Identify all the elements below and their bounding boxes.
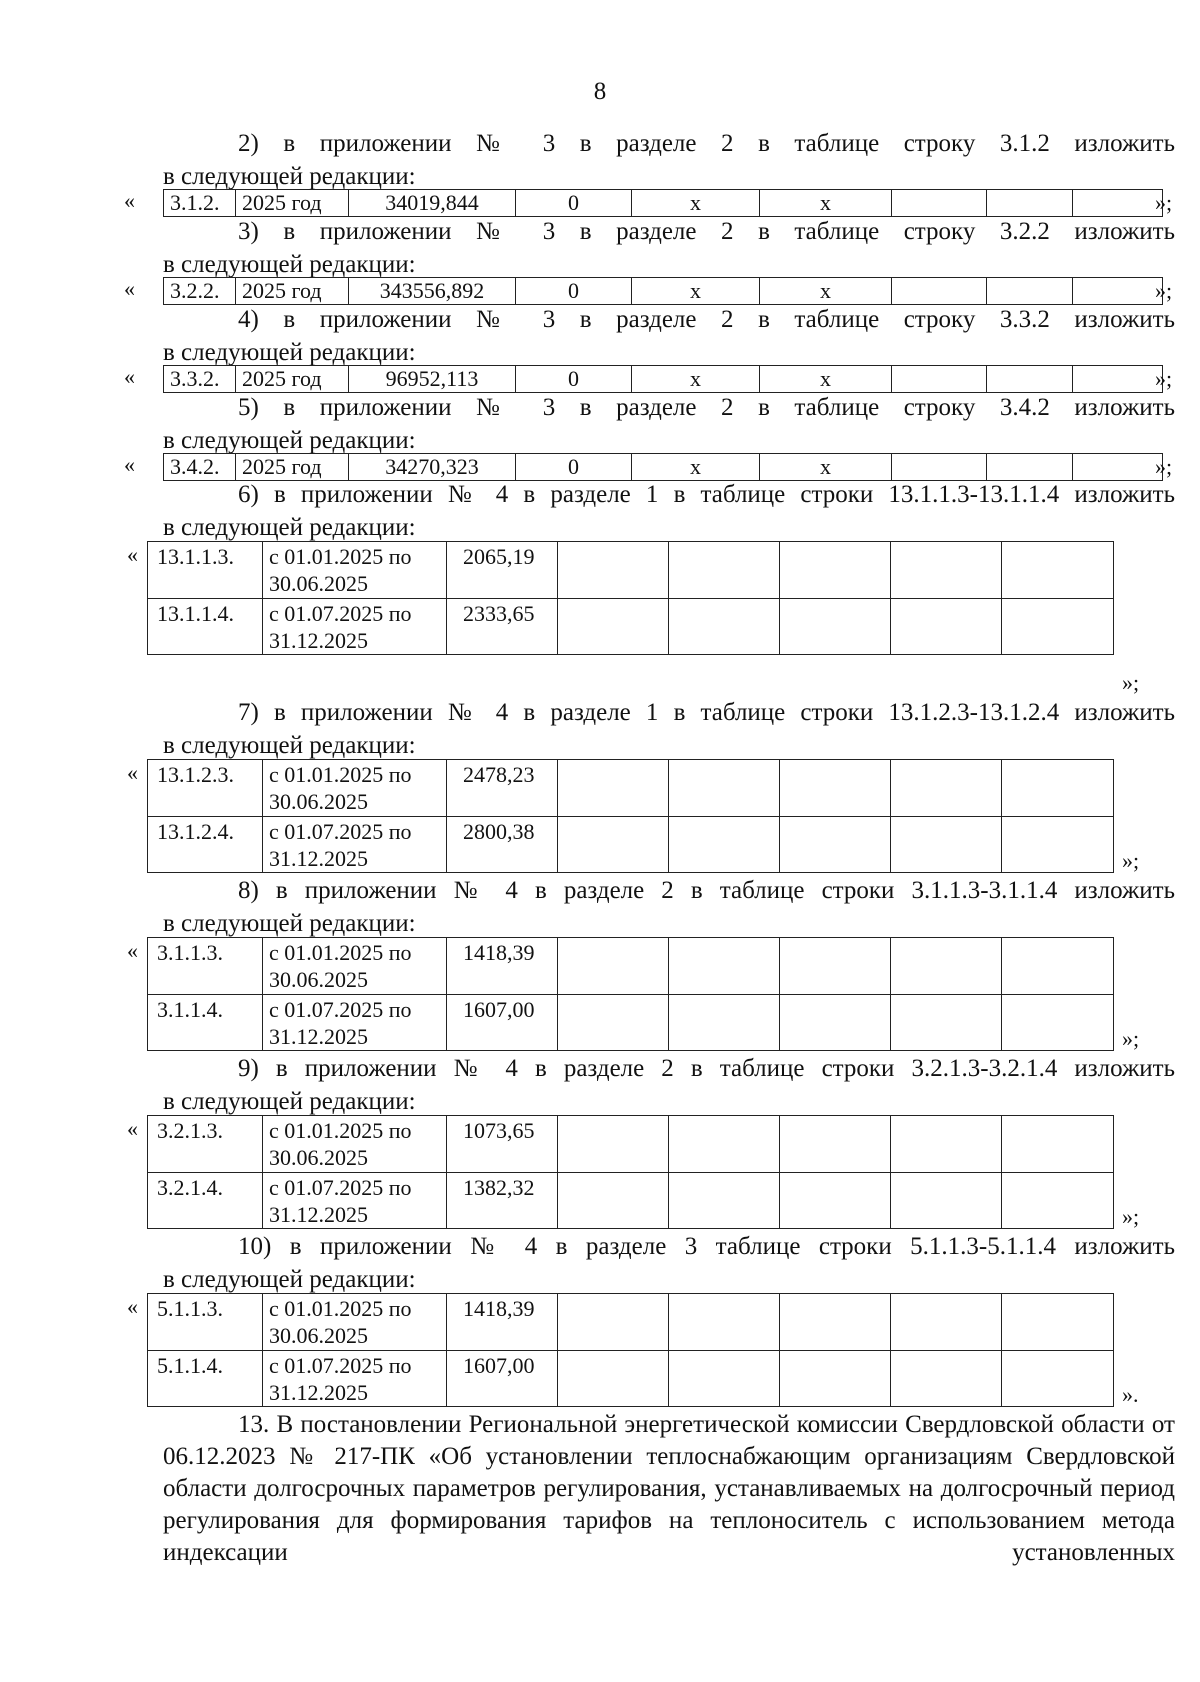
table-cell-value: 2478,23 xyxy=(447,760,558,816)
table-cell-empty xyxy=(558,1173,669,1228)
table-cell-empty xyxy=(1002,938,1113,994)
table-cell-code: 13.1.1.4. xyxy=(148,599,263,654)
table-cell-empty xyxy=(669,1173,780,1228)
instruction-line: 6) в приложении № 4 в разделе 1 в таблице строки 13.1.1.3-13.1.1.4 изложить xyxy=(238,481,1175,508)
period-end: 31.12.2025 xyxy=(269,1380,368,1405)
table-cell-x: x xyxy=(760,366,892,392)
period-start: с 01.01.2025 по xyxy=(269,762,412,787)
period-start: с 01.07.2025 по xyxy=(269,997,412,1022)
table-cell-zero: 0 xyxy=(516,454,632,480)
table-cell-empty xyxy=(987,278,1073,304)
table-cell-period xyxy=(263,760,447,816)
table-cell-value: 1382,32 xyxy=(447,1173,558,1228)
table-row xyxy=(148,1172,1113,1228)
close-quote: »; xyxy=(1155,190,1173,215)
table-cell-x: x xyxy=(760,454,892,480)
table-cell-empty xyxy=(891,1351,1002,1406)
instruction-subline: в следующей редакции: xyxy=(163,339,416,366)
table-cell-code: 3.2.1.4. xyxy=(148,1173,263,1228)
table-cell-empty xyxy=(669,995,780,1050)
table-row xyxy=(148,1294,1113,1350)
instruction-subline: в следующей редакции: xyxy=(163,910,416,937)
open-quote: « xyxy=(127,1116,138,1141)
instruction-subline: в следующей редакции: xyxy=(163,163,416,190)
instruction-subline: в следующей редакции: xyxy=(163,514,416,541)
table-cell-empty xyxy=(1073,278,1162,304)
instruction-subline: в следующей редакции: xyxy=(163,1266,416,1293)
table-cell-empty xyxy=(987,454,1073,480)
table-cell-year: 2025 год xyxy=(236,278,349,304)
table-cell-empty xyxy=(780,817,891,872)
table-cell-empty xyxy=(1073,190,1162,216)
table-cell-empty xyxy=(891,817,1002,872)
period-end: 30.06.2025 xyxy=(269,1145,368,1170)
table-cell-empty xyxy=(669,1294,780,1350)
close-quote: »; xyxy=(1155,454,1173,479)
table-cell-empty xyxy=(891,995,1002,1050)
table-row xyxy=(148,816,1113,872)
period-start: с 01.01.2025 по xyxy=(269,544,412,569)
table-cell-code: 13.1.2.3. xyxy=(148,760,263,816)
table-cell-value: 343556,892 xyxy=(349,278,516,304)
table-cell-value: 34019,844 xyxy=(349,190,516,216)
table-cell-code: 3.3.2. xyxy=(164,366,236,392)
table-cell-empty xyxy=(669,599,780,654)
table-cell-code: 5.1.1.4. xyxy=(148,1351,263,1406)
table-cell-year: 2025 год xyxy=(236,190,349,216)
open-quote: « xyxy=(124,364,135,389)
period-start: с 01.01.2025 по xyxy=(269,940,412,965)
period-start: с 01.01.2025 по xyxy=(269,1118,412,1143)
instruction-line: 2) в приложении № 3 в разделе 2 в таблице строку 3.1.2 изложить xyxy=(238,130,1175,157)
table-cell-empty xyxy=(780,760,891,816)
instruction-line: 10) в приложении № 4 в разделе 3 таблице строки 5.1.1.3-5.1.1.4 изложить xyxy=(238,1233,1175,1260)
amendment-table xyxy=(163,277,1163,305)
table-cell-empty xyxy=(891,542,1002,598)
table-cell-x: x xyxy=(632,190,760,216)
table-cell-empty xyxy=(558,817,669,872)
table-cell-period xyxy=(263,995,447,1050)
table-cell-empty xyxy=(558,1351,669,1406)
table-cell-code: 3.1.2. xyxy=(164,190,236,216)
table-cell-zero: 0 xyxy=(516,278,632,304)
table-row xyxy=(148,938,1113,994)
open-quote: « xyxy=(127,542,138,567)
table-cell-period xyxy=(263,1173,447,1228)
table-cell-value: 1418,39 xyxy=(447,1294,558,1350)
table-cell-x: x xyxy=(760,190,892,216)
open-quote: « xyxy=(124,452,135,477)
table-cell-value: 1607,00 xyxy=(447,1351,558,1406)
period-end: 30.06.2025 xyxy=(269,789,368,814)
body-paragraph: 13. В постановлении Региональной энергетической комиссии Свердловской области от 06.12.2023 № 217-ПК «Об установлении теплоснабжающим организациям Свердловской области долгосрочных параметров регулирования, устанавливаемых на долгосрочный период регулирования для формирования тарифов на теплоноситель с использованием метода индексации установленных xyxy=(163,1411,1175,1566)
table-cell-code: 5.1.1.3. xyxy=(148,1294,263,1350)
table-cell-empty xyxy=(558,1116,669,1172)
table-cell-empty xyxy=(780,1116,891,1172)
period-start: с 01.07.2025 по xyxy=(269,819,412,844)
table-cell-empty xyxy=(892,454,987,480)
period-end: 30.06.2025 xyxy=(269,571,368,596)
table-cell-empty xyxy=(558,599,669,654)
table-cell-empty xyxy=(1073,366,1162,392)
table-cell-period xyxy=(263,542,447,598)
amendment-table xyxy=(163,365,1163,393)
table-cell-empty xyxy=(780,542,891,598)
table-cell-value: 1073,65 xyxy=(447,1116,558,1172)
table-cell-empty xyxy=(892,190,987,216)
table-cell-empty xyxy=(1002,1294,1113,1350)
table-cell-empty xyxy=(1002,817,1113,872)
amendment-table xyxy=(147,541,1114,655)
instruction-subline: в следующей редакции: xyxy=(163,1088,416,1115)
table-cell-empty xyxy=(1002,760,1113,816)
instruction-line: 4) в приложении № 3 в разделе 2 в таблице строку 3.3.2 изложить xyxy=(238,306,1175,333)
table-cell-empty xyxy=(558,938,669,994)
instruction-subline: в следующей редакции: xyxy=(163,427,416,454)
period-end: 30.06.2025 xyxy=(269,967,368,992)
instruction-subline: в следующей редакции: xyxy=(163,251,416,278)
instruction-line: 5) в приложении № 3 в разделе 2 в таблице строку 3.4.2 изложить xyxy=(238,394,1175,421)
table-row xyxy=(148,1116,1113,1172)
open-quote: « xyxy=(127,1294,138,1319)
open-quote: « xyxy=(127,938,138,963)
table-cell-empty xyxy=(987,366,1073,392)
table-cell-code: 3.2.2. xyxy=(164,278,236,304)
table-cell-empty xyxy=(780,599,891,654)
table-cell-value: 96952,113 xyxy=(349,366,516,392)
instruction-line: 8) в приложении № 4 в разделе 2 в таблице строки 3.1.1.3-3.1.1.4 изложить xyxy=(238,877,1175,904)
period-start: с 01.07.2025 по xyxy=(269,601,412,626)
table-row xyxy=(148,1350,1113,1406)
instruction-subline: в следующей редакции: xyxy=(163,732,416,759)
table-cell-empty xyxy=(558,995,669,1050)
table-cell-period xyxy=(263,938,447,994)
table-row xyxy=(148,994,1113,1050)
table-cell-empty xyxy=(892,278,987,304)
table-cell-empty xyxy=(669,542,780,598)
table-cell-x: x xyxy=(632,366,760,392)
table-cell-empty xyxy=(669,938,780,994)
table-cell-empty xyxy=(669,760,780,816)
table-cell-year: 2025 год xyxy=(236,454,349,480)
table-cell-period xyxy=(263,1294,447,1350)
table-cell-period xyxy=(263,1351,447,1406)
table-cell-code: 3.2.1.3. xyxy=(148,1116,263,1172)
table-cell-empty xyxy=(558,1294,669,1350)
period-end: 30.06.2025 xyxy=(269,1323,368,1348)
table-cell-empty xyxy=(891,760,1002,816)
table-cell-empty xyxy=(1002,1116,1113,1172)
table-cell-period xyxy=(263,599,447,654)
table-cell-empty xyxy=(891,599,1002,654)
table-cell-empty xyxy=(780,1294,891,1350)
open-quote: « xyxy=(124,188,135,213)
table-cell-x: x xyxy=(632,278,760,304)
table-cell-code: 3.1.1.4. xyxy=(148,995,263,1050)
amendment-table xyxy=(147,759,1114,873)
amendment-table xyxy=(163,453,1163,481)
amendment-table xyxy=(147,937,1114,1051)
table-cell-empty xyxy=(780,938,891,994)
table-cell-code: 13.1.2.4. xyxy=(148,817,263,872)
close-quote: »; xyxy=(1122,1204,1140,1229)
table-cell-empty xyxy=(669,817,780,872)
close-quote: »; xyxy=(1122,1026,1140,1051)
table-cell-empty xyxy=(1002,1351,1113,1406)
table-cell-empty xyxy=(780,1173,891,1228)
table-cell-code: 13.1.1.3. xyxy=(148,542,263,598)
instruction-line: 3) в приложении № 3 в разделе 2 в таблице строку 3.2.2 изложить xyxy=(238,218,1175,245)
table-cell-zero: 0 xyxy=(516,190,632,216)
table-cell-empty xyxy=(1073,454,1162,480)
table-cell-period xyxy=(263,1116,447,1172)
table-cell-empty xyxy=(669,1116,780,1172)
table-cell-code: 3.4.2. xyxy=(164,454,236,480)
table-cell-period xyxy=(263,817,447,872)
page-number: 8 xyxy=(593,78,607,105)
open-quote: « xyxy=(127,760,138,785)
table-cell-code: 3.1.1.3. xyxy=(148,938,263,994)
table-cell-empty xyxy=(987,190,1073,216)
close-quote: »; xyxy=(1155,278,1173,303)
period-end: 31.12.2025 xyxy=(269,628,368,653)
table-cell-empty xyxy=(1002,542,1113,598)
instruction-line: 7) в приложении № 4 в разделе 1 в таблице строки 13.1.2.3-13.1.2.4 изложить xyxy=(238,699,1175,726)
close-quote: »; xyxy=(1155,366,1173,391)
table-cell-value: 34270,323 xyxy=(349,454,516,480)
table-cell-empty xyxy=(780,995,891,1050)
table-row xyxy=(148,542,1113,598)
table-cell-zero: 0 xyxy=(516,366,632,392)
period-end: 31.12.2025 xyxy=(269,1024,368,1049)
table-cell-x: x xyxy=(632,454,760,480)
table-row xyxy=(148,598,1113,654)
table-row xyxy=(148,760,1113,816)
table-cell-empty xyxy=(1002,1173,1113,1228)
table-cell-empty xyxy=(891,1173,1002,1228)
table-cell-empty xyxy=(892,366,987,392)
amendment-table xyxy=(147,1293,1114,1407)
close-quote: ». xyxy=(1122,1382,1139,1407)
table-cell-value: 1607,00 xyxy=(447,995,558,1050)
table-cell-empty xyxy=(558,542,669,598)
table-cell-value: 1418,39 xyxy=(447,938,558,994)
open-quote: « xyxy=(124,276,135,301)
table-cell-year: 2025 год xyxy=(236,366,349,392)
table-cell-value: 2333,65 xyxy=(447,599,558,654)
table-cell-empty xyxy=(558,760,669,816)
period-start: с 01.07.2025 по xyxy=(269,1353,412,1378)
period-start: с 01.01.2025 по xyxy=(269,1296,412,1321)
table-cell-empty xyxy=(669,1351,780,1406)
table-cell-empty xyxy=(1002,599,1113,654)
table-cell-empty xyxy=(891,938,1002,994)
table-cell-empty xyxy=(891,1116,1002,1172)
close-quote: »; xyxy=(1122,670,1140,695)
amendment-table xyxy=(163,189,1163,217)
table-cell-empty xyxy=(1002,995,1113,1050)
amendment-table xyxy=(147,1115,1114,1229)
table-cell-x: x xyxy=(760,278,892,304)
table-cell-empty xyxy=(780,1351,891,1406)
period-end: 31.12.2025 xyxy=(269,1202,368,1227)
close-quote: »; xyxy=(1122,848,1140,873)
table-cell-empty xyxy=(891,1294,1002,1350)
period-end: 31.12.2025 xyxy=(269,846,368,871)
period-start: с 01.07.2025 по xyxy=(269,1175,412,1200)
table-cell-value: 2800,38 xyxy=(447,817,558,872)
table-cell-value: 2065,19 xyxy=(447,542,558,598)
instruction-line: 9) в приложении № 4 в разделе 2 в таблице строки 3.2.1.3-3.2.1.4 изложить xyxy=(238,1055,1175,1082)
